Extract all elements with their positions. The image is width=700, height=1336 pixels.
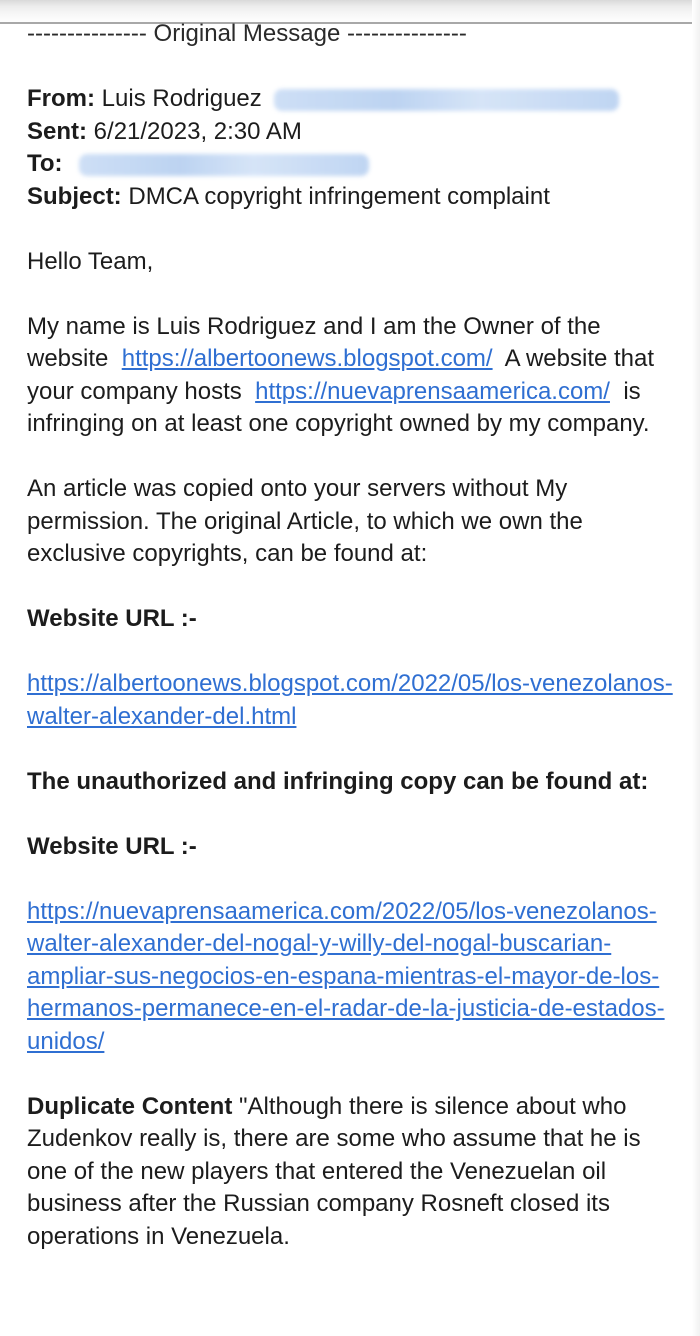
- greeting: Hello Team,: [27, 247, 154, 275]
- spacer: [27, 278, 677, 311]
- hosted-site-link[interactable]: https://nuevaprensaamerica.com/: [255, 377, 610, 405]
- website-url-label-2: [27, 831, 677, 864]
- spacer: [27, 733, 677, 766]
- from-row: [27, 83, 677, 116]
- original-article-link[interactable]: https://albertoonews.blogspot.com/2022/05/los-venezolanos-walter-alexander-del.html: [27, 670, 673, 730]
- to-row: [27, 148, 677, 181]
- spacer: [27, 441, 677, 474]
- intro-text-b: A website that your company hosts: [27, 345, 655, 405]
- sent-row: [27, 116, 677, 149]
- infringing-copy-link[interactable]: https://nuevaprensaamerica.com/2022/05/los-venezolanos-walter-alexander-del-nogal-y-willy-del-nogal-buscarian-ampliar-sus-negocios-en-espana-mientras-el-mayor-de-los-hermanos-permanece-en-el-radar-de-la-justicia-de-estados-unidos/: [27, 897, 665, 1055]
- from-label: From:: [27, 85, 95, 112]
- spacer: [27, 51, 677, 84]
- spacer: [27, 636, 677, 669]
- original-message-divider: --------------- Original Message ---------------: [27, 20, 467, 47]
- subject-row: [27, 181, 677, 214]
- spacer: [27, 798, 677, 831]
- owner-site-link[interactable]: https://albertoonews.blogspot.com/: [121, 345, 493, 372]
- spacer: [27, 571, 677, 604]
- infringing-heading-paragraph: [27, 766, 677, 799]
- redacted-sender-email: [274, 89, 619, 111]
- spacer: [27, 1058, 677, 1091]
- infringing-heading: The unauthorized and infringing copy can be found at:: [27, 767, 649, 795]
- intro-paragraph: [27, 311, 677, 441]
- from-name: Luis Rodriguez: [101, 85, 262, 112]
- website-url-label-1: [27, 603, 677, 636]
- to-label: To:: [27, 150, 63, 177]
- spacer: [27, 863, 677, 896]
- infringing-url-paragraph: [27, 896, 677, 1059]
- website-url-label-text: Website URL :-: [27, 832, 197, 860]
- original-url-paragraph: [27, 668, 677, 733]
- duplicate-content-text: "Although there is silence about who Zudenkov really is, there are some who assume that he is one of the new players that entered the Venezuelan oil business after the Russian company Rosneft closed its operations in Venezuela.: [27, 1092, 641, 1250]
- redacted-recipient-email: [79, 154, 369, 176]
- intro-text-a: My name is Luis Rodriguez and I am the Owner of the website: [27, 312, 601, 372]
- duplicate-content-label: Duplicate Content: [27, 1092, 233, 1120]
- copied-article-paragraph: An article was copied onto your servers without My permission. The original Article, to which we own the exclusive copyrights, can be found at:: [27, 475, 583, 567]
- duplicate-content-paragraph: [27, 1091, 677, 1254]
- subject-value: DMCA copyright infringement complaint: [128, 182, 550, 210]
- subject-label: Subject:: [27, 182, 122, 210]
- sent-value: 6/21/2023, 2:30 AM: [93, 117, 302, 145]
- spacer: [27, 213, 677, 246]
- intro-text-c: is infringing on at least one copyright owned by my company.: [27, 377, 650, 437]
- right-edge: [692, 0, 700, 1336]
- sent-label: Sent:: [27, 117, 87, 145]
- email-content: [27, 18, 677, 1253]
- website-url-label-text: Website URL :-: [27, 605, 197, 632]
